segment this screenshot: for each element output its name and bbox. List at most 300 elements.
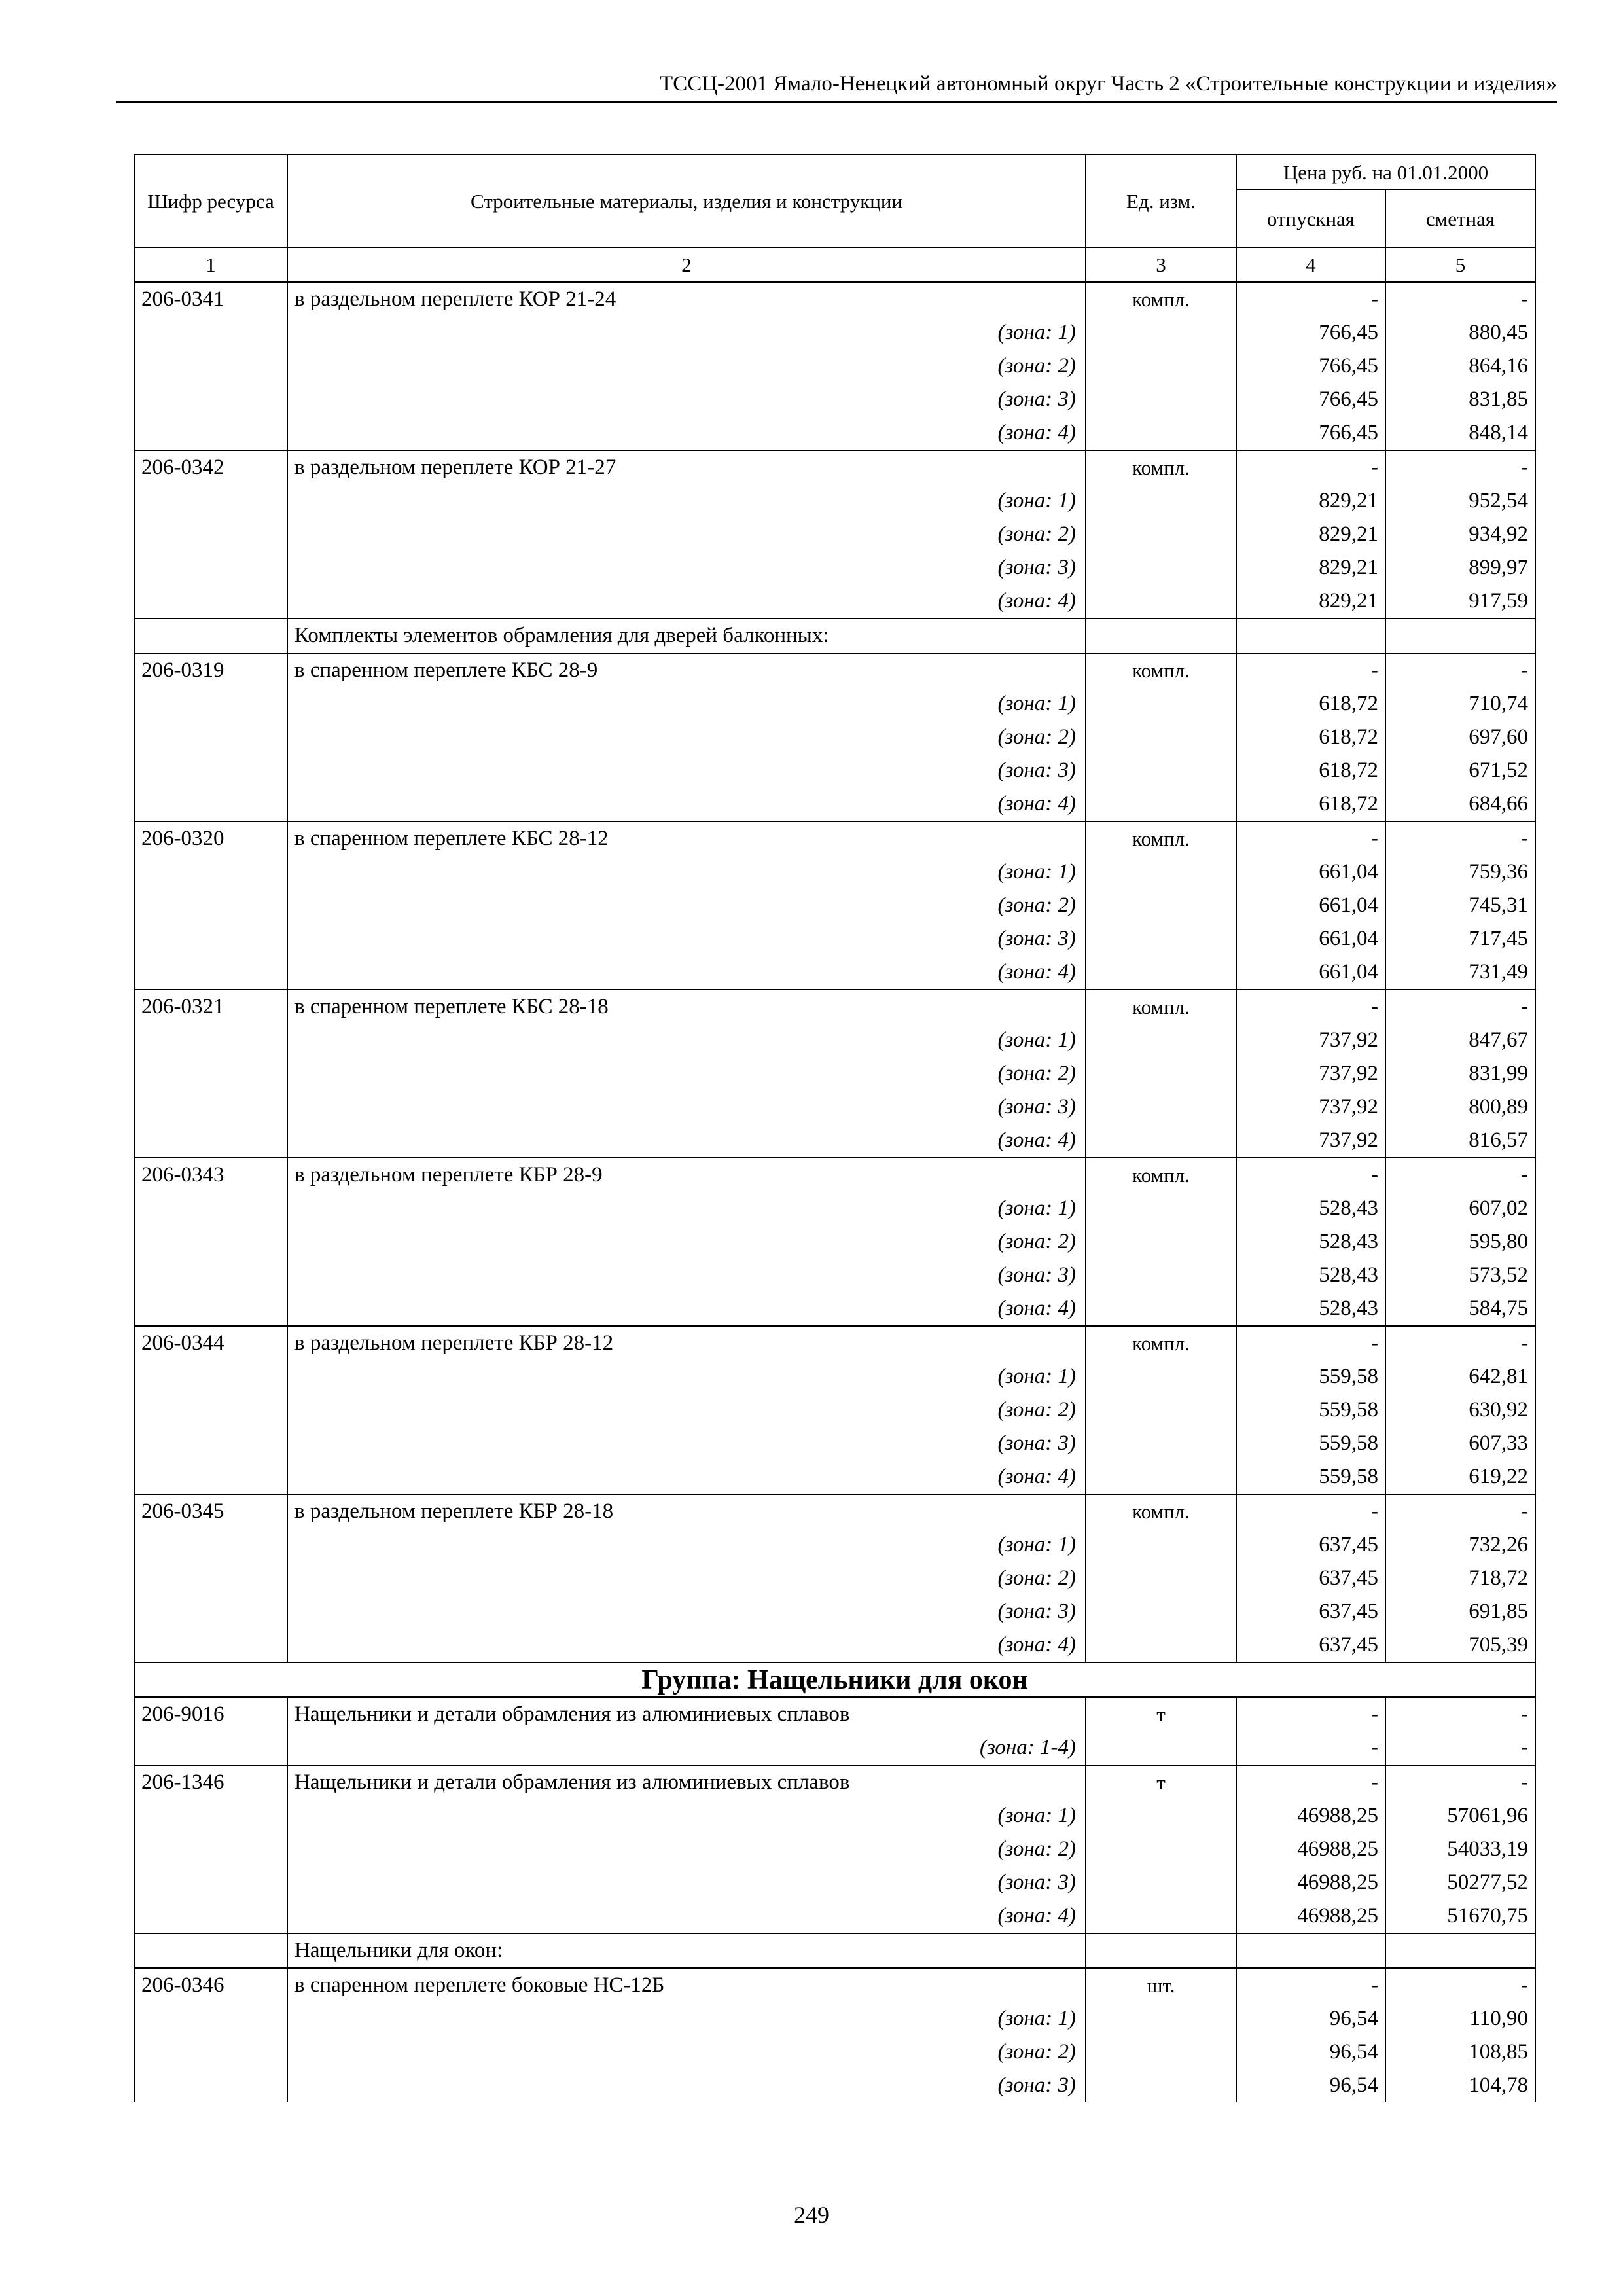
zone-row [134, 1460, 1535, 1494]
zone-row [134, 1731, 1535, 1765]
unit-cell [1086, 1933, 1236, 1968]
resource-code: 206-0321 [134, 990, 287, 1024]
unit-cell [1086, 1024, 1236, 1057]
col-header-price-group: Цена руб. на 01.01.2000 [1236, 154, 1535, 190]
resource-code: 206-1346 [134, 1765, 287, 1799]
table-row [134, 1765, 1535, 1799]
estimate-price: 831,99 [1385, 1057, 1535, 1090]
unit-cell [1086, 1799, 1236, 1833]
resource-code-cell [134, 754, 287, 787]
zone-row [134, 1225, 1535, 1259]
unit-cell [1086, 1090, 1236, 1124]
zone-label: (зона: 3) [287, 551, 1086, 584]
zone-row [134, 889, 1535, 922]
estimate-price: 731,49 [1385, 956, 1535, 990]
zone-label: (зона: 1) [287, 687, 1086, 721]
estimate-price: 573,52 [1385, 1259, 1535, 1292]
unit-cell [1086, 316, 1236, 350]
resource-code: 206-0344 [134, 1326, 287, 1360]
estimate-price: 864,16 [1385, 350, 1535, 383]
unit: компл. [1086, 821, 1236, 855]
zone-label: (зона: 1) [287, 1360, 1086, 1393]
release-price: 637,45 [1236, 1628, 1385, 1662]
release-price: - [1236, 1494, 1385, 1528]
zone-label: (зона: 3) [287, 383, 1086, 416]
unit-cell [1086, 721, 1236, 754]
group-title: Группа: Нащельники для окон [134, 1662, 1535, 1697]
zone-row [134, 551, 1535, 584]
resource-code-cell [134, 1090, 287, 1124]
zone-label: (зона: 1) [287, 1799, 1086, 1833]
zone-row [134, 1899, 1535, 1933]
zone-label: (зона: 4) [287, 1460, 1086, 1494]
group-row [134, 1662, 1535, 1697]
release-price: 618,72 [1236, 687, 1385, 721]
col-number: 2 [287, 247, 1086, 282]
unit-cell [1086, 855, 1236, 889]
zone-row [134, 1528, 1535, 1562]
zone-row [134, 416, 1535, 450]
section-heading-row [134, 619, 1535, 653]
zone-row [134, 1562, 1535, 1595]
release-price: 737,92 [1236, 1057, 1385, 1090]
release-price: 46988,25 [1236, 1899, 1385, 1933]
zone-label: (зона: 4) [287, 416, 1086, 450]
release-price: 46988,25 [1236, 1799, 1385, 1833]
resource-name: в спаренном переплете КБС 28-12 [287, 821, 1086, 855]
release-price: 737,92 [1236, 1090, 1385, 1124]
resource-code-cell [134, 1731, 287, 1765]
release-price: - [1236, 1731, 1385, 1765]
zone-row [134, 721, 1535, 754]
unit-cell [1086, 1731, 1236, 1765]
release-price: - [1236, 1968, 1385, 2002]
unit: шт. [1086, 1968, 1236, 2002]
zone-row [134, 1057, 1535, 1090]
resource-code-cell [134, 1292, 287, 1326]
resource-code-cell [134, 1833, 287, 1866]
unit-cell [1086, 1292, 1236, 1326]
zone-label: (зона: 2) [287, 889, 1086, 922]
resource-code-cell [134, 1124, 287, 1158]
col-number: 1 [134, 247, 287, 282]
resource-code: 206-0343 [134, 1158, 287, 1192]
zone-row [134, 383, 1535, 416]
unit-cell [1086, 754, 1236, 787]
zone-label: (зона: 1) [287, 1528, 1086, 1562]
resource-code-cell [134, 584, 287, 619]
resource-code-cell [134, 1259, 287, 1292]
estimate-price: 697,60 [1385, 721, 1535, 754]
resource-code-cell [134, 1393, 287, 1427]
estimate-price: 619,22 [1385, 1460, 1535, 1494]
release-price: - [1236, 450, 1385, 484]
estimate-price: 717,45 [1385, 922, 1535, 956]
estimate-price: 584,75 [1385, 1292, 1535, 1326]
release-price: 528,43 [1236, 1192, 1385, 1225]
resource-code-cell [134, 1460, 287, 1494]
estimate-price: - [1385, 1326, 1535, 1360]
zone-label: (зона: 3) [287, 1866, 1086, 1899]
zone-label: (зона: 1) [287, 855, 1086, 889]
unit-cell [1086, 1528, 1236, 1562]
resource-code-cell [134, 1562, 287, 1595]
estimate-price: - [1385, 1765, 1535, 1799]
unit-cell [1086, 1124, 1236, 1158]
resource-code-cell [134, 416, 287, 450]
release-price: 661,04 [1236, 922, 1385, 956]
zone-label: (зона: 2) [287, 518, 1086, 551]
release-price: 766,45 [1236, 383, 1385, 416]
release-price: 559,58 [1236, 1427, 1385, 1460]
estimate-price: 831,85 [1385, 383, 1535, 416]
zone-row [134, 1799, 1535, 1833]
zone-label: (зона: 1) [287, 316, 1086, 350]
estimate-price-cell [1385, 619, 1535, 653]
resource-code-cell [134, 1360, 287, 1393]
unit: компл. [1086, 653, 1236, 687]
zone-row [134, 1866, 1535, 1899]
section-heading: Комплекты элементов обрамления для дверей балконных: [287, 619, 1086, 653]
estimate-price: - [1385, 282, 1535, 316]
zone-label: (зона: 3) [287, 1427, 1086, 1460]
resource-name: в раздельном переплете КОР 21-27 [287, 450, 1086, 484]
estimate-price: 759,36 [1385, 855, 1535, 889]
resource-code-cell [134, 2002, 287, 2036]
zone-label: (зона: 4) [287, 1628, 1086, 1662]
unit-cell [1086, 1393, 1236, 1427]
estimate-price: 816,57 [1385, 1124, 1535, 1158]
resource-code: 206-0341 [134, 282, 287, 316]
release-price: - [1236, 282, 1385, 316]
resource-name: Нащельники и детали обрамления из алюминиевых сплавов [287, 1765, 1086, 1799]
col-header-price-release: отпускная [1236, 190, 1385, 247]
estimate-price: - [1385, 1731, 1535, 1765]
zone-label: (зона: 2) [287, 1562, 1086, 1595]
estimate-price: 880,45 [1385, 316, 1535, 350]
zone-row [134, 2069, 1535, 2102]
unit-cell [1086, 687, 1236, 721]
unit-cell [1086, 1460, 1236, 1494]
unit-cell [1086, 619, 1236, 653]
unit-cell [1086, 1866, 1236, 1899]
zone-row [134, 956, 1535, 990]
resource-code-cell [134, 1799, 287, 1833]
release-price: 637,45 [1236, 1562, 1385, 1595]
resource-code-cell [134, 889, 287, 922]
table-body [134, 282, 1535, 2102]
resource-code-cell [134, 383, 287, 416]
release-price: 829,21 [1236, 518, 1385, 551]
zone-row [134, 2036, 1535, 2069]
resource-code-cell [134, 687, 287, 721]
resource-code-cell [134, 518, 287, 551]
unit-cell [1086, 518, 1236, 551]
zone-row [134, 1628, 1535, 1662]
release-price: 661,04 [1236, 956, 1385, 990]
estimate-price: - [1385, 653, 1535, 687]
unit: т [1086, 1765, 1236, 1799]
unit-cell [1086, 889, 1236, 922]
release-price: 829,21 [1236, 584, 1385, 619]
zone-row [134, 1292, 1535, 1326]
resource-code-cell [134, 721, 287, 754]
release-price: 737,92 [1236, 1124, 1385, 1158]
unit-cell [1086, 1259, 1236, 1292]
table-row [134, 1968, 1535, 2002]
zone-row [134, 2002, 1535, 2036]
zone-row [134, 855, 1535, 889]
resource-code-cell [134, 316, 287, 350]
resource-code-cell [134, 1528, 287, 1562]
release-price: 46988,25 [1236, 1866, 1385, 1899]
estimate-price: 607,33 [1385, 1427, 1535, 1460]
zone-row [134, 687, 1535, 721]
col-number: 3 [1086, 247, 1236, 282]
release-price: 46988,25 [1236, 1833, 1385, 1866]
unit-cell [1086, 1427, 1236, 1460]
release-price: 637,45 [1236, 1528, 1385, 1562]
release-price: 528,43 [1236, 1225, 1385, 1259]
table-row [134, 1494, 1535, 1528]
unit-cell [1086, 584, 1236, 619]
zone-label: (зона: 2) [287, 1057, 1086, 1090]
estimate-price: 54033,19 [1385, 1833, 1535, 1866]
estimate-price: 110,90 [1385, 2002, 1535, 2036]
zone-label: (зона: 1) [287, 484, 1086, 518]
release-price-cell [1236, 1933, 1385, 1968]
page-number: 249 [794, 2202, 829, 2228]
zone-label: (зона: 4) [287, 584, 1086, 619]
unit-cell [1086, 2036, 1236, 2069]
release-price: 829,21 [1236, 551, 1385, 584]
zone-row [134, 484, 1535, 518]
estimate-price: - [1385, 1494, 1535, 1528]
zone-row [134, 1090, 1535, 1124]
zone-row [134, 1360, 1535, 1393]
release-price-cell [1236, 619, 1385, 653]
unit-cell [1086, 1192, 1236, 1225]
estimate-price: - [1385, 1697, 1535, 1731]
release-price: 618,72 [1236, 754, 1385, 787]
release-price: 528,43 [1236, 1259, 1385, 1292]
resource-code-cell [134, 2036, 287, 2069]
unit: компл. [1086, 1494, 1236, 1528]
release-price: - [1236, 990, 1385, 1024]
zone-label: (зона: 4) [287, 787, 1086, 821]
zone-row [134, 1595, 1535, 1628]
zone-label: (зона: 1) [287, 2002, 1086, 2036]
unit: компл. [1086, 282, 1236, 316]
zone-label: (зона: 1-4) [287, 1731, 1086, 1765]
resource-code-cell [134, 1866, 287, 1899]
resource-code-cell [134, 551, 287, 584]
release-price: 637,45 [1236, 1595, 1385, 1628]
resource-code: 206-0345 [134, 1494, 287, 1528]
table-row [134, 282, 1535, 316]
resource-code: 206-9016 [134, 1697, 287, 1731]
estimate-price: 671,52 [1385, 754, 1535, 787]
unit: компл. [1086, 990, 1236, 1024]
resource-code-cell [134, 1057, 287, 1090]
unit-cell [1086, 1899, 1236, 1933]
unit-cell [1086, 787, 1236, 821]
col-header-code: Шифр ресурса [134, 154, 287, 247]
release-price: 737,92 [1236, 1024, 1385, 1057]
table-row [134, 450, 1535, 484]
estimate-price: 705,39 [1385, 1628, 1535, 1662]
unit: компл. [1086, 1158, 1236, 1192]
resource-name: в спаренном переплете КБС 28-9 [287, 653, 1086, 687]
zone-label: (зона: 2) [287, 1225, 1086, 1259]
release-price: 618,72 [1236, 787, 1385, 821]
release-price: 766,45 [1236, 316, 1385, 350]
zone-label: (зона: 4) [287, 956, 1086, 990]
unit-cell [1086, 383, 1236, 416]
unit-cell [1086, 1360, 1236, 1393]
resource-code-cell [134, 2069, 287, 2102]
estimate-price: 57061,96 [1385, 1799, 1535, 1833]
zone-label: (зона: 4) [287, 1124, 1086, 1158]
estimate-price: - [1385, 1968, 1535, 2002]
release-price: - [1236, 653, 1385, 687]
resource-code-cell [134, 787, 287, 821]
estimate-price: 684,66 [1385, 787, 1535, 821]
release-price: - [1236, 1158, 1385, 1192]
table-row [134, 821, 1535, 855]
estimate-price: 108,85 [1385, 2036, 1535, 2069]
zone-row [134, 1393, 1535, 1427]
estimate-price: - [1385, 1158, 1535, 1192]
estimate-price: 104,78 [1385, 2069, 1535, 2102]
zone-label: (зона: 3) [287, 2069, 1086, 2102]
table-row [134, 653, 1535, 687]
zone-label: (зона: 2) [287, 721, 1086, 754]
release-price: - [1236, 1326, 1385, 1360]
release-price: 829,21 [1236, 484, 1385, 518]
unit-cell [1086, 1628, 1236, 1662]
estimate-price: 800,89 [1385, 1090, 1535, 1124]
estimate-price-cell [1385, 1933, 1535, 1968]
unit-cell [1086, 416, 1236, 450]
col-header-name: Строительные материалы, изделия и конструкции [287, 154, 1086, 247]
resource-code-cell [134, 1899, 287, 1933]
zone-row [134, 922, 1535, 956]
resource-name: в раздельном переплете КОР 21-24 [287, 282, 1086, 316]
col-header-price-estimate: сметная [1385, 190, 1535, 247]
table-row [134, 1158, 1535, 1192]
resource-code: 206-0342 [134, 450, 287, 484]
unit-cell [1086, 1562, 1236, 1595]
release-price: - [1236, 1697, 1385, 1731]
resource-code-cell [134, 619, 287, 653]
unit: компл. [1086, 450, 1236, 484]
release-price: 96,54 [1236, 2036, 1385, 2069]
estimate-price: 50277,52 [1385, 1866, 1535, 1899]
release-price: 559,58 [1236, 1460, 1385, 1494]
resource-code-cell [134, 1225, 287, 1259]
zone-label: (зона: 3) [287, 754, 1086, 787]
resource-code-cell [134, 855, 287, 889]
zone-label: (зона: 3) [287, 1090, 1086, 1124]
resource-code-cell [134, 1933, 287, 1968]
estimate-price: 710,74 [1385, 687, 1535, 721]
unit-cell [1086, 484, 1236, 518]
unit-cell [1086, 551, 1236, 584]
zone-row [134, 316, 1535, 350]
zone-label: (зона: 3) [287, 1259, 1086, 1292]
table-row [134, 990, 1535, 1024]
col-number: 5 [1385, 247, 1535, 282]
zone-row [134, 1427, 1535, 1460]
estimate-price: 630,92 [1385, 1393, 1535, 1427]
estimate-price: - [1385, 990, 1535, 1024]
estimate-price: 607,02 [1385, 1192, 1535, 1225]
price-table [134, 154, 1536, 2102]
zone-label: (зона: 4) [287, 1899, 1086, 1933]
estimate-price: 952,54 [1385, 484, 1535, 518]
resource-code-cell [134, 1192, 287, 1225]
release-price: 559,58 [1236, 1393, 1385, 1427]
section-heading-row [134, 1933, 1535, 1968]
resource-code-cell [134, 1628, 287, 1662]
zone-row [134, 518, 1535, 551]
unit-cell [1086, 922, 1236, 956]
zone-label: (зона: 2) [287, 1393, 1086, 1427]
zone-label: (зона: 1) [287, 1192, 1086, 1225]
running-header [116, 64, 1557, 103]
resource-name: Нащельники и детали обрамления из алюминиевых сплавов [287, 1697, 1086, 1731]
estimate-price: 847,67 [1385, 1024, 1535, 1057]
resource-code-cell [134, 1427, 287, 1460]
unit-cell [1086, 2002, 1236, 2036]
zone-label: (зона: 1) [287, 1024, 1086, 1057]
estimate-price: 745,31 [1385, 889, 1535, 922]
zone-label: (зона: 4) [287, 1292, 1086, 1326]
estimate-price: 732,26 [1385, 1528, 1535, 1562]
zone-label: (зона: 3) [287, 1595, 1086, 1628]
release-price: - [1236, 821, 1385, 855]
zone-row [134, 754, 1535, 787]
release-price: 661,04 [1236, 889, 1385, 922]
unit-cell [1086, 956, 1236, 990]
zone-label: (зона: 2) [287, 350, 1086, 383]
col-number: 4 [1236, 247, 1385, 282]
unit-cell [1086, 1833, 1236, 1866]
release-price: 766,45 [1236, 416, 1385, 450]
release-price: 96,54 [1236, 2069, 1385, 2102]
unit-cell [1086, 350, 1236, 383]
unit-cell [1086, 2069, 1236, 2102]
resource-code: 206-0320 [134, 821, 287, 855]
unit: компл. [1086, 1326, 1236, 1360]
estimate-price: 642,81 [1385, 1360, 1535, 1393]
release-price: 528,43 [1236, 1292, 1385, 1326]
col-header-unit: Ед. изм. [1086, 154, 1236, 247]
zone-label: (зона: 2) [287, 2036, 1086, 2069]
zone-row [134, 787, 1535, 821]
zone-label: (зона: 3) [287, 922, 1086, 956]
header-text: ТССЦ-2001 Ямало-Ненецкий автономный округ Часть 2 «Строительные конструкции и изделия» [660, 72, 1557, 96]
resource-code: 206-0346 [134, 1968, 287, 2002]
estimate-price: 691,85 [1385, 1595, 1535, 1628]
zone-row [134, 1024, 1535, 1057]
zone-row [134, 1124, 1535, 1158]
estimate-price: - [1385, 821, 1535, 855]
resource-code-cell [134, 922, 287, 956]
release-price: 559,58 [1236, 1360, 1385, 1393]
zone-label: (зона: 2) [287, 1833, 1086, 1866]
